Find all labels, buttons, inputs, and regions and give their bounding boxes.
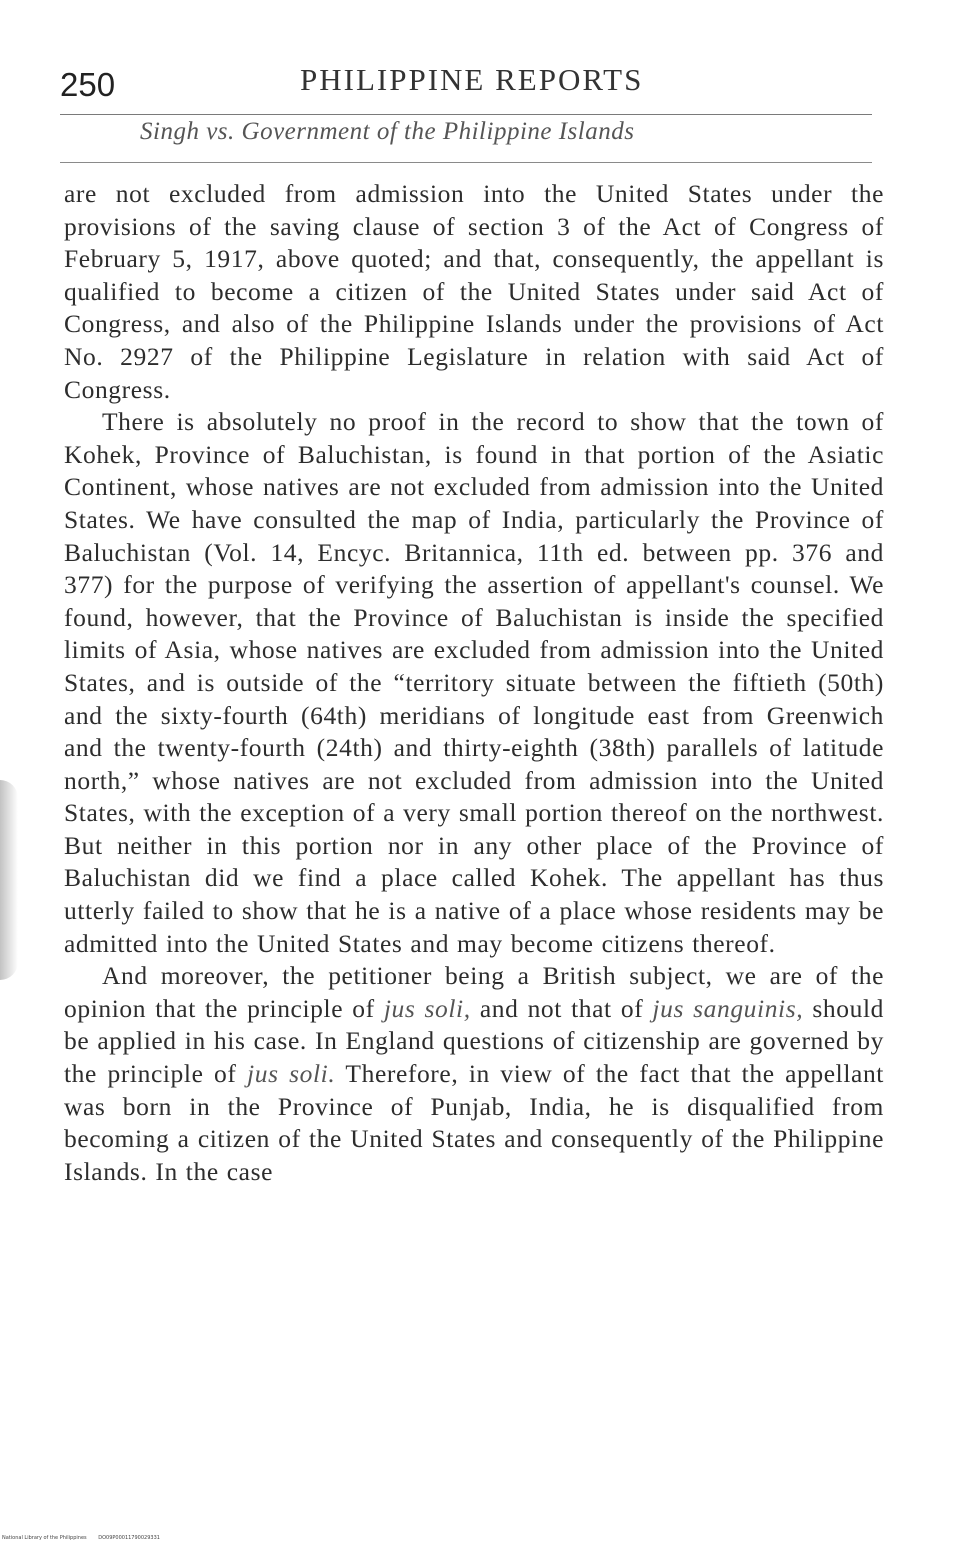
paragraph-jus-soli-part4: Therefore, in view of the fact that the appellant was born in the Province of Punjab, India, he is disqualified from becoming a citizen of the United States and consequently of the Philippine Islands. In the case xyxy=(64,1059,884,1186)
body-text xyxy=(64,178,884,1188)
page-edge-shadow xyxy=(0,780,18,980)
case-title: Singh vs. Government of the Philippine Islands xyxy=(140,118,635,145)
page-header xyxy=(60,58,872,108)
italic-jus-soli-1: jus soli, xyxy=(383,993,471,1023)
paragraph-jus-soli-part3: should be applied in his case. In England questions of citizenship are governed by the principle of xyxy=(64,993,884,1089)
paragraph-jus-soli-part2: and not that of xyxy=(470,993,653,1023)
scan-credit xyxy=(2,1535,170,1541)
header-rule-top xyxy=(60,114,872,115)
scan-credit-library: National Library of the Philippines xyxy=(2,1535,87,1541)
scan-credit-code: DO09P00011790029331 xyxy=(98,1535,160,1541)
running-head: PHILIPPINE REPORTS xyxy=(300,62,644,97)
paragraph-jus-soli-part1: And moreover, the petitioner being a British subject, we are of the opinion that the principle of xyxy=(64,961,884,1023)
page-number: 250 xyxy=(60,66,116,103)
paragraph-jus-soli xyxy=(64,960,884,1188)
paragraph-continued: are not excluded from admission into the United States under the provisions of the saving clause of section 3 of the Act of Congress of February 5, 1917, above quoted; and that, consequently, the appellant is qualified to become a citizen of the United States under said Act of Congress, and also of the Philippine Islands under the provisions of Act No. 2927 of the Philippine Legislature in relation with said Act of Congress. xyxy=(64,179,884,404)
paragraph-kohek-proof: There is absolutely no proof in the record to show that the town of Kohek, Province of Baluchistan, is found in that portion of the Asiatic Continent, whose natives are not excluded from admission into the United States. We have consulted the map of India, particularly the Province of Baluchistan (Vol. 14, Encyc. Britannica, 11th ed. between pp. 376 and 377) for the purpose of verifying the assertion of appellant's counsel. We found, however, that the Province of Baluchistan is inside the specified limits of Asia, whose natives are excluded from admission into the United States, and is outside of the “territory situate between the fiftieth (50th) and the sixty-fourth (64th) meridians of longitude east from Greenwich and the twenty-fourth (24th) and thirty-eighth (38th) parallels of latitude north,” whose natives are not excluded from admission into the United States, with the exception of a very small portion thereof on the northwest. But neither in this portion nor in any other place of the Province of Baluchistan did we find a place called Kohek. The appellant has thus utterly failed to show that he is a native of a place whose residents may be admitted into the United States and may become citizens thereof. xyxy=(64,407,884,958)
italic-jus-sanguinis: jus sanguinis, xyxy=(652,993,804,1023)
italic-jus-soli-2: jus soli. xyxy=(247,1059,336,1089)
header-rule-bottom xyxy=(60,162,872,163)
